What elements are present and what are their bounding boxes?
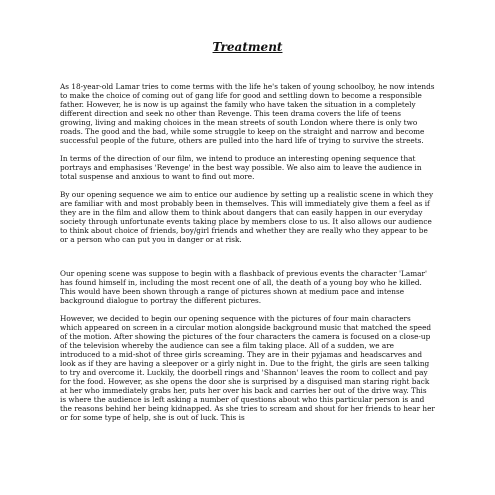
paragraph-original-opening: Our opening scene was suppose to begin with a flashback of previous events the character 'Lamar' has found himself in, including the most recent one of all, the death of a young boy who he killed. This would have been shown through a range of pictures shown at medium pace and intense background dialogue to portray the different pictures. — [60, 269, 427, 305]
paragraph-synopsis: As 18-year-old Lamar tries to come terms with the life he's taken of young schoolboy, he now intends to make the choice of coming out of gang life for good and settling down to become a responsible father. However, he is now is up against the family who have taken the situation in a completely different direction and seek no other than Revenge. This teen drama covers the life of teens growing, living and making choices in the mean streets of south London where there is only two roads. The good and the bad, while some struggle to keep on the straight and narrow and become successful people of the future, others are pulled into the hard life of trying to survive the streets. — [60, 82, 435, 145]
paragraph-gap — [60, 253, 435, 269]
paragraph-opening-sequence-aim: By our opening sequence we aim to entice our audience by setting up a realistic scene in which they are familiar with and most probably been in themselves. This will immediately give them a feel as if they are in the film and allow them to think about dangers that can easily happen in our everyday society through unfortunate events taking place by members close to us. It also allows our audience to think about choice of friends, boy/girl friends and whether they are really who they appear to be or a person who can put you in danger or at risk. — [60, 190, 434, 244]
paragraph-direction: In terms of the direction of our film, we intend to produce an interesting opening sequence that portrays and emphasises 'Revenge' in the best way possible. We also aim to leave the audience in total suspense and anxious to want to find out more. — [60, 154, 422, 181]
paragraph-revised-opening: However, we decided to begin our opening sequence with the pictures of four main characters which appeared on screen in a circular motion alongside background music that matched the speed of the motion. After showing the pictures of the four characters the camera is focused on a close-up of the television whereby the audience can see a film taking place. All of a sudden, we are introduced to a mid-shot of three girls screaming. They are in their pyjamas and headscarves and look as if they are having a sleepover or a girly night in. Due to the fright, the girls are seen talking to try and overcome it. Luckily, the doorbell rings and 'Shannon' leaves the room to collect and pay for the food. However, as she opens the door she is surprised by a disguised man staring right back at her who immediately grabs her, puts her over his back and carries her out of the drive way. This is where the audience is left asking a number of questions about who this particular person is and the reasons behind her being kidnapped. As she tries to scream and shout for her friends to hear her or for some type of help, she is out of luck. This is — [60, 314, 435, 422]
document-title: Treatment — [212, 40, 283, 54]
